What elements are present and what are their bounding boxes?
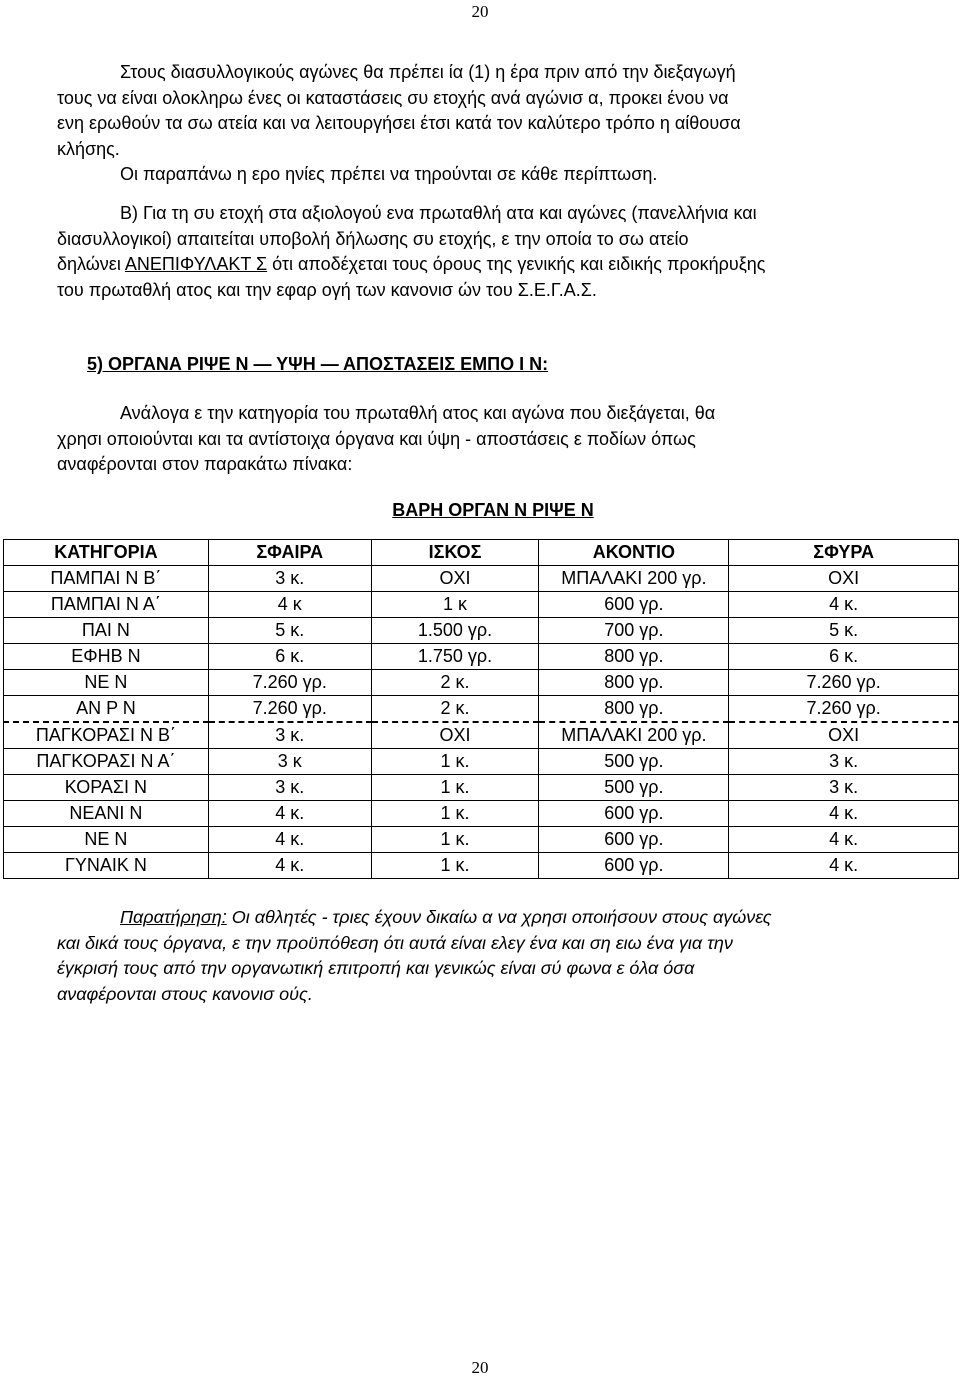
cell-category: ΕΦΗΒ Ν [4, 644, 209, 670]
cell-discus: 1 κ. [371, 775, 539, 801]
cell-discus: 1 κ. [371, 853, 539, 879]
cell-discus: ΟΧΙ [371, 722, 539, 749]
note-line-4: αναφέρονται στους κανονισ ούς. [57, 983, 313, 1004]
cell-javelin: 800 γρ. [539, 670, 729, 696]
cell-hammer: 6 κ. [729, 644, 959, 670]
cell-discus: 1 κ. [371, 827, 539, 853]
cell-shot: 4 κ. [208, 827, 371, 853]
note-label: Παρατήρηση: [120, 907, 227, 927]
section-b-line-1: Β) Για τη συ ετοχή στα αξιολογού ενα πρωταθλή ατα και αγώνες (πανελλήνια και [120, 203, 757, 223]
note-paragraph [57, 905, 933, 1007]
cell-javelin: 800 γρ. [539, 644, 729, 670]
cell-javelin: 600 γρ. [539, 801, 729, 827]
cell-discus: 1 κ [371, 592, 539, 618]
header-discus: ΙΣΚΟΣ [371, 540, 539, 566]
table-row [4, 749, 959, 775]
table-header-row [4, 540, 959, 566]
section-b-line-3 [57, 252, 933, 278]
cell-category: ΝΕ Ν [4, 827, 209, 853]
cell-discus: 2 κ. [371, 670, 539, 696]
intro-line-3: ενη ερωθούν τα σω ατεία και να λειτουργήσει έτσι κατά τον καλύτερο τρόπο η αίθουσα [57, 113, 741, 133]
table-title [0, 500, 960, 521]
table-row [4, 566, 959, 592]
cell-category: ΓΥΝΑΙΚ Ν [4, 853, 209, 879]
section-b-line-3-end: ότι αποδέχεται τους όρους της γενικής και ειδικής προκήρυξης [267, 254, 766, 274]
cell-javelin: 600 γρ. [539, 827, 729, 853]
cell-shot: 3 κ [208, 749, 371, 775]
section-b-line-3-start: δηλώνει [57, 254, 125, 274]
cell-discus: 1.500 γρ. [371, 618, 539, 644]
cell-javelin: ΜΠΑΛΑΚΙ 200 γρ. [539, 722, 729, 749]
table-row [4, 592, 959, 618]
table-row [4, 618, 959, 644]
cell-shot: 5 κ. [208, 618, 371, 644]
cell-category: ΠΑΓΚΟΡΑΣΙ Ν Β΄ [4, 722, 209, 749]
throwing-weights-table [3, 539, 959, 879]
cell-category: ΠΑΜΠΑΙ Ν Α΄ [4, 592, 209, 618]
cell-javelin: 500 γρ. [539, 749, 729, 775]
cell-shot: 4 κ. [208, 853, 371, 879]
intro-closing-line: Οι παραπάνω η ερο ηνίες πρέπει να τηρούνται σε κάθε περίπτωση. [120, 164, 658, 184]
table-row [4, 853, 959, 879]
cell-shot: 3 κ. [208, 722, 371, 749]
cell-javelin: 600 γρ. [539, 592, 729, 618]
unreserved-emphasis: ΑΝΕΠΙΦΥΛΑΚΤ Σ [124, 254, 268, 274]
section-5-line-1: Ανάλογα ε την κατηγορία του πρωταθλή ατος και αγώνα που διεξάγεται, θα [120, 403, 716, 423]
cell-discus: 1.750 γρ. [371, 644, 539, 670]
cell-hammer: 3 κ. [729, 775, 959, 801]
table-row [4, 644, 959, 670]
section-5-paragraph [57, 401, 933, 478]
cell-hammer: 7.260 γρ. [729, 696, 959, 723]
cell-hammer: 5 κ. [729, 618, 959, 644]
header-javelin: ΑΚΟΝΤΙΟ [539, 540, 729, 566]
cell-discus: 1 κ. [371, 749, 539, 775]
table-title-text: ΒΑΡΗ ΟΡΓΑΝ Ν ΡΙΨΕ Ν [392, 500, 594, 520]
header-hammer: ΣΦΥΡΑ [729, 540, 959, 566]
header-shot: ΣΦΑΙΡΑ [208, 540, 371, 566]
cell-category: ΝΕΑΝΙ Ν [4, 801, 209, 827]
cell-discus: 2 κ. [371, 696, 539, 723]
cell-hammer: ΟΧΙ [729, 566, 959, 592]
section-b-paragraph [57, 201, 933, 303]
header-category: ΚΑΤΗΓΟΡΙΑ [4, 540, 209, 566]
intro-paragraph [57, 60, 933, 188]
cell-hammer: 3 κ. [729, 749, 959, 775]
cell-hammer: 7.260 γρ. [729, 670, 959, 696]
cell-category: ΝΕ Ν [4, 670, 209, 696]
section-5-line-3: αναφέρονται στον παρακάτω πίνακα: [57, 454, 353, 474]
intro-line-1: Στους διασυλλογικούς αγώνες θα πρέπει ία (1) η έρα πριν από την διεξαγωγή [120, 62, 736, 82]
page-number-top: 20 [471, 2, 489, 21]
cell-shot: 4 κ. [208, 801, 371, 827]
page-number-bottom: 20 [471, 1358, 489, 1377]
section-5-line-2: χρησι οποιούνται και τα αντίστοιχα όργανα και ύψη - αποστάσεις ε ποδίων όπως [57, 428, 696, 449]
note-line-1 [57, 905, 933, 931]
cell-category: ΚΟΡΑΣΙ Ν [4, 775, 209, 801]
table-row [4, 827, 959, 853]
cell-javelin: ΜΠΑΛΑΚΙ 200 γρ. [539, 566, 729, 592]
cell-hammer: 4 κ. [729, 853, 959, 879]
cell-discus: ΟΧΙ [371, 566, 539, 592]
cell-javelin: 700 γρ. [539, 618, 729, 644]
cell-javelin: 500 γρ. [539, 775, 729, 801]
note-line-3: έγκρισή τους από την οργανωτική επιτροπή και γενικώς είναι σύ φωνα ε όλα όσα [57, 958, 695, 978]
intro-line-2: τους να είναι ολοκληρω ένες οι καταστάσεις συ ετοχής ανά αγώνισ α, προκει ένου να [57, 87, 729, 108]
intro-line-4: κλήσης. [57, 138, 120, 159]
note-line-2: και δικά τους όργανα, ε την προϋπόθεση ότι αυτά είναι ελεγ ένα και ση ειω ένα για την [57, 932, 733, 953]
cell-javelin: 800 γρ. [539, 696, 729, 723]
cell-shot: 6 κ. [208, 644, 371, 670]
table-row [4, 696, 959, 723]
cell-shot: 7.260 γρ. [208, 696, 371, 723]
cell-hammer: 4 κ. [729, 801, 959, 827]
cell-discus: 1 κ. [371, 801, 539, 827]
note-line-1-text: Οι αθλητές - τριες έχουν δικαίω α να χρησι οποιήσουν στους αγώνες [226, 907, 772, 927]
cell-category: ΑΝ Ρ Ν [4, 696, 209, 723]
section-b-line-4: του πρωταθλή ατος και την εφαρ ογή των κανονισ ών του Σ.Ε.Γ.Α.Σ. [57, 279, 597, 300]
table-row [4, 801, 959, 827]
section-b-line-2: διασυλλογικοί) απαιτείται υποβολή δήλωσης συ ετοχής, ε την οποία το σω ατείο [57, 228, 689, 249]
cell-category: ΠΑΙ Ν [4, 618, 209, 644]
cell-hammer: 4 κ. [729, 592, 959, 618]
cell-hammer: 4 κ. [729, 827, 959, 853]
cell-category: ΠΑΜΠΑΙ Ν Β΄ [4, 566, 209, 592]
table-row [4, 775, 959, 801]
table-row [4, 670, 959, 696]
section-5-heading: 5) ΟΡΓΑΝΑ ΡΙΨΕ Ν — ΥΨΗ — ΑΠΟΣΤΑΣΕΙΣ ΕΜΠΟ Ι Ν: [87, 354, 549, 374]
cell-shot: 7.260 γρ. [208, 670, 371, 696]
cell-category: ΠΑΓΚΟΡΑΣΙ Ν Α΄ [4, 749, 209, 775]
cell-hammer: ΟΧΙ [729, 722, 959, 749]
cell-shot: 3 κ. [208, 775, 371, 801]
cell-shot: 4 κ [208, 592, 371, 618]
cell-javelin: 600 γρ. [539, 853, 729, 879]
cell-shot: 3 κ. [208, 566, 371, 592]
table-row [4, 722, 959, 749]
